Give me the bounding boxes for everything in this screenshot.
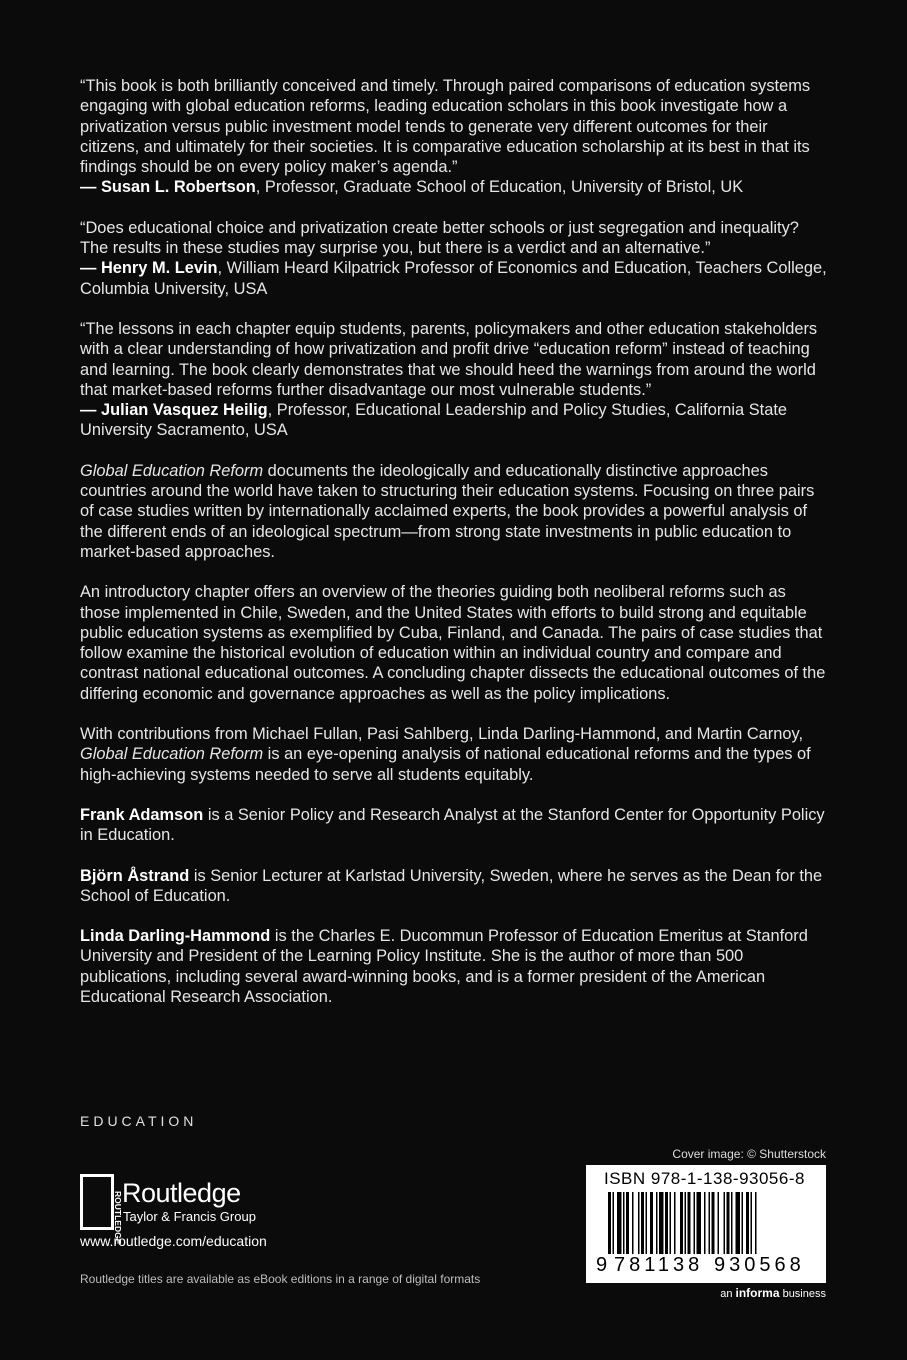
description-paragraph-3 — [80, 724, 830, 785]
description-text: is an eye-opening analysis of national educational reforms and the types of high-achieving systems needed to serve all students equitably. — [80, 745, 811, 784]
author-name: Björn Åstrand — [80, 866, 190, 885]
quote-text: “This book is both brilliantly conceived and timely. Through paired comparisons of education systems engaging with global education reforms, leading education scholars in this book investigate how a privatization versus public investment model tends to generate very different outcomes for their citizens, and ultimately for their societies. It is comparative education scholarship at its best in that its findings should be on every policy maker’s agenda.” — [80, 77, 811, 177]
barcode-bar — [641, 1192, 644, 1254]
barcode-bar — [650, 1192, 653, 1254]
quote-heilig — [80, 319, 830, 441]
isbn-number: ISBN 978-1-138-93056-8 — [604, 1169, 805, 1188]
quote-author-name: Henry M. Levin — [100, 259, 218, 278]
author-name: Linda Darling-Hammond — [80, 927, 271, 946]
barcode-bar — [608, 1192, 611, 1254]
barcode-bar — [670, 1192, 672, 1254]
isbn-barcode-box — [586, 1165, 826, 1283]
quote-robertson — [80, 76, 830, 198]
barcode-bar — [617, 1192, 622, 1254]
informa-prefix: an — [720, 1288, 736, 1300]
description-paragraph-2 — [80, 582, 830, 704]
barcode-bar — [742, 1192, 744, 1254]
publisher-group: Taylor & Francis Group — [123, 1209, 256, 1224]
barcode-bar — [623, 1192, 625, 1254]
quote-author-affiliation: , Professor, Educational Leadership and Policy Studies, California State University Sacramento, USA — [80, 401, 787, 440]
subject-category: EDUCATION — [80, 1113, 198, 1129]
barcode-bar — [755, 1192, 757, 1254]
barcode-bar — [685, 1192, 687, 1254]
routledge-logo-icon — [80, 1174, 123, 1245]
barcode-left-digits: 781138 — [614, 1254, 704, 1276]
author-bio-adamson — [80, 805, 830, 846]
barcode-bar — [632, 1192, 634, 1254]
barcode-bar — [751, 1192, 753, 1254]
quote-attribution — [80, 177, 830, 197]
informa-business-tag — [666, 1286, 826, 1300]
quote-author-name: Susan L. Robertson — [100, 178, 256, 197]
author-bio-darling-hammond — [80, 926, 830, 1007]
quote-author-affiliation: , William Heard Kilpatrick Professor of Economics and Education, Teachers College, Columbia University, USA — [80, 259, 827, 298]
barcode-bar — [665, 1192, 668, 1254]
barcode-bar — [731, 1192, 733, 1254]
author-bio-astrand — [80, 866, 830, 907]
barcode-bar — [724, 1192, 726, 1254]
barcode-bar — [694, 1192, 696, 1254]
description-text: With contributions from Michael Fullan, Pasi Sahlberg, Linda Darling-Hammond, and Martin Carnoy, — [80, 725, 804, 744]
quote-dash: — — [80, 259, 101, 278]
informa-brand: informa — [735, 1286, 780, 1300]
barcode-bar — [613, 1192, 615, 1254]
quote-levin — [80, 218, 830, 299]
barcode-bar — [718, 1192, 720, 1254]
barcode-bar — [704, 1192, 706, 1254]
barcode-bar — [646, 1192, 648, 1254]
quote-text: “The lessons in each chapter equip students, parents, policymakers and other education stakeholders with a clear understanding of how privatization and profit drive “education reform” instead of teaching and learning. The book clearly demonstrates that we should heed the warnings from around the world that market-based reforms further disadvantage our most vulnerable students.” — [80, 319, 818, 399]
description-paragraph-1 — [80, 461, 830, 562]
description-text: documents the ideologically and educationally distinctive approaches countries around the world have taken to structuring their education systems. Focusing on three pairs of case studies written by internationally acclaimed experts, the book provides a powerful analysis of the different ends of an ideological spectrum—from strong state investments in public education to market-based approaches. — [80, 461, 815, 561]
ebook-note: Routledge titles are available as eBook editions in a range of digital formats — [80, 1272, 481, 1286]
svg-text:ROUTLEDGE: ROUTLEDGE — [113, 1191, 123, 1245]
barcode-icon — [596, 1192, 818, 1256]
book-title: Global Education Reform — [80, 745, 264, 764]
author-bio-text: is Senior Lecturer at Karlstad University, Sweden, where he serves as the Dean for the School of Education. — [80, 866, 823, 905]
barcode-bar — [638, 1192, 640, 1254]
barcode-bar — [656, 1192, 658, 1254]
back-cover-text — [80, 76, 830, 1027]
quote-author-affiliation: , Professor, Graduate School of Education, University of Bristol, UK — [255, 178, 744, 197]
author-bio-text: is a Senior Policy and Research Analyst at the Stanford Center for Opportunity Policy in Education. — [80, 805, 825, 845]
barcode-bar — [626, 1192, 629, 1254]
barcode-bar — [712, 1192, 715, 1254]
barcode-bar — [674, 1192, 676, 1254]
book-title: Global Education Reform — [80, 461, 264, 480]
barcode-bar — [709, 1192, 711, 1254]
author-bio-text: is the Charles E. Ducommun Professor of Education Emeritus at Stanford University and President of the Learning Policy Institute. She is the author of more than 500 publications, including several award-winning books, and is a former president of the American Educational Research Association. — [80, 927, 808, 1006]
author-name: Frank Adamson — [80, 805, 204, 824]
cover-image-credit: Cover image: © Shutterstock — [672, 1147, 826, 1161]
barcode-bar — [736, 1192, 741, 1254]
quote-attribution — [80, 258, 830, 299]
barcode-bar — [659, 1192, 664, 1254]
publisher-url[interactable]: www.routledge.com/education — [80, 1233, 267, 1249]
quote-author-name: Julian Vasquez Heilig — [100, 401, 268, 420]
description-text: An introductory chapter offers an overview of the theories guiding both neoliberal reforms such as those implemented in Chile, Sweden, and the United States with efforts to build strong and equitable public education systems as exemplified by Cuba, Finland, and Canada. The pairs of case studies that follow examine the historical evolution of education within an individual country and compare and contrast national educational outcomes. A concluding chapter dissects the educational outcomes of the differing economic and governance approaches as well as the policy implications. — [80, 583, 826, 703]
quote-dash: — — [80, 401, 101, 420]
barcode-bar — [688, 1192, 691, 1254]
publisher-name: Routledge — [122, 1178, 241, 1208]
barcode-bar — [680, 1192, 683, 1254]
barcode-bar — [697, 1192, 702, 1254]
barcode-lead-digit: 9 — [596, 1254, 608, 1276]
quote-dash: — — [80, 178, 101, 197]
barcode-bar — [727, 1192, 730, 1254]
barcode-bar — [746, 1192, 749, 1254]
quote-attribution — [80, 400, 830, 441]
informa-suffix: business — [779, 1288, 826, 1300]
barcode-right-digits: 930568 — [714, 1254, 805, 1276]
quote-text: “Does educational choice and privatization create better schools or just segregation and inequality? The results in these studies may surprise you, but there is a verdict and an alternative.” — [80, 218, 799, 258]
